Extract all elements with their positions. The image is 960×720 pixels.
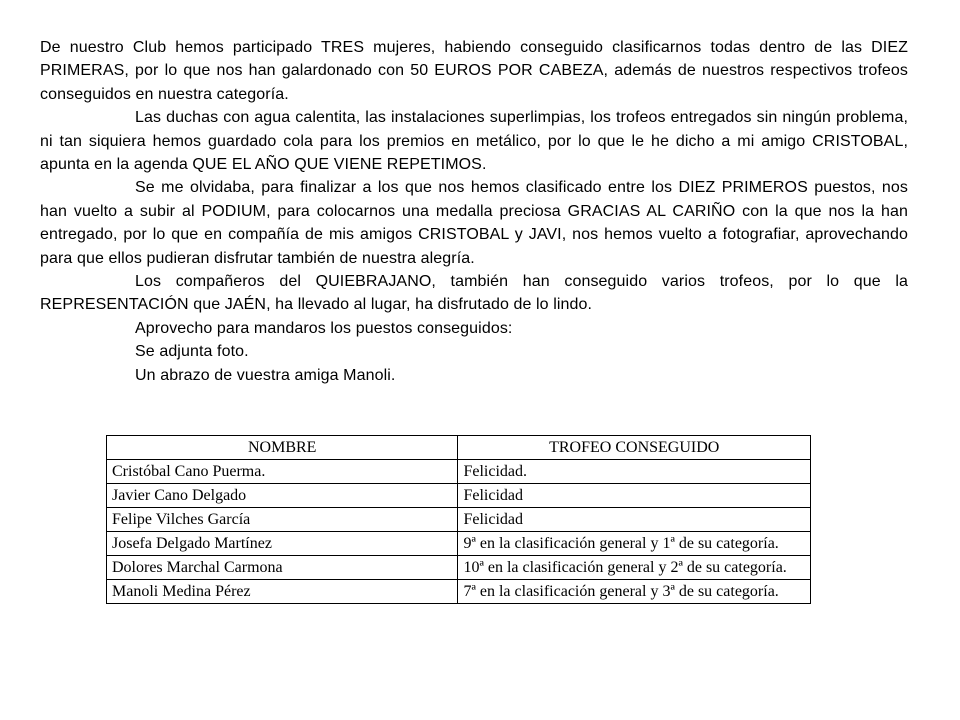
table-row (107, 460, 811, 484)
cell-trophy: Felicidad (458, 508, 811, 532)
cell-name: Dolores Marchal Carmona (107, 556, 458, 580)
column-header-trophy: TROFEO CONSEGUIDO (458, 436, 811, 460)
paragraph-showers: Las duchas con agua calentita, las instalaciones superlimpias, los trofeos entregados sin ningún problema, ni tan siquiera hemos guardado cola para los premios en metálico, por lo que le he dicho a mi amigo CRISTOBAL, apunta en la agenda QUE EL AÑO QUE VIENE REPETIMOS. (40, 109, 908, 174)
results-table (106, 435, 811, 604)
paragraph-signoff: Un abrazo de vuestra amiga Manoli. (135, 366, 396, 384)
cell-name: Manoli Medina Pérez (107, 580, 458, 604)
cell-name: Felipe Vilches García (107, 508, 458, 532)
cell-name: Cristóbal Cano Puerma. (107, 460, 458, 484)
paragraph-quiebrajano: Los compañeros del QUIEBRAJANO, también han conseguido varios trofeos, por lo que la REPRESENTACIÓN que JAÉN, ha llevado al lugar, ha disfrutado de lo lindo. (40, 273, 908, 314)
column-header-name: NOMBRE (107, 436, 458, 460)
cell-name: Josefa Delgado Martínez (107, 532, 458, 556)
cell-trophy: Felicidad. (458, 460, 811, 484)
paragraph-photo-note: Se adjunta foto. (135, 343, 249, 361)
paragraph-podium: Se me olvidaba, para finalizar a los que nos hemos clasificado entre los DIEZ PRIMEROS puestos, nos han vuelto a subir al PODIUM, para colocarnos una medalla preciosa GRACIAS AL CARIÑO con la que nos la han entregado, por lo que en compañía de mis amigos CRISTOBAL y JAVI, nos hemos vuelto a fotografiar, aprovechando para que ellos pudieran disfrutar también de nuestra alegría. (40, 179, 908, 267)
cell-trophy: 9ª en la clasificación general y 1ª de su categoría. (458, 532, 811, 556)
letter-body (40, 36, 908, 387)
table-row (107, 532, 811, 556)
paragraph-intro: De nuestro Club hemos participado TRES mujeres, habiendo conseguido clasificarnos todas dentro de las DIEZ PRIMERAS, por lo que nos han galardonado con 50 EUROS POR CABEZA, además de nuestros respectivos trofeos conseguidos en nuestra categoría. (40, 39, 908, 103)
cell-name: Javier Cano Delgado (107, 484, 458, 508)
table-row (107, 508, 811, 532)
cell-trophy: 10ª en la clasificación general y 2ª de su categoría. (458, 556, 811, 580)
cell-trophy: 7ª en la clasificación general y 3ª de su categoría. (458, 580, 811, 604)
cell-trophy: Felicidad (458, 484, 811, 508)
table-row (107, 556, 811, 580)
paragraph-results-intro: Aprovecho para mandaros los puestos conseguidos: (135, 319, 513, 337)
table-row (107, 484, 811, 508)
table-row (107, 580, 811, 604)
table-header-row (107, 436, 811, 460)
